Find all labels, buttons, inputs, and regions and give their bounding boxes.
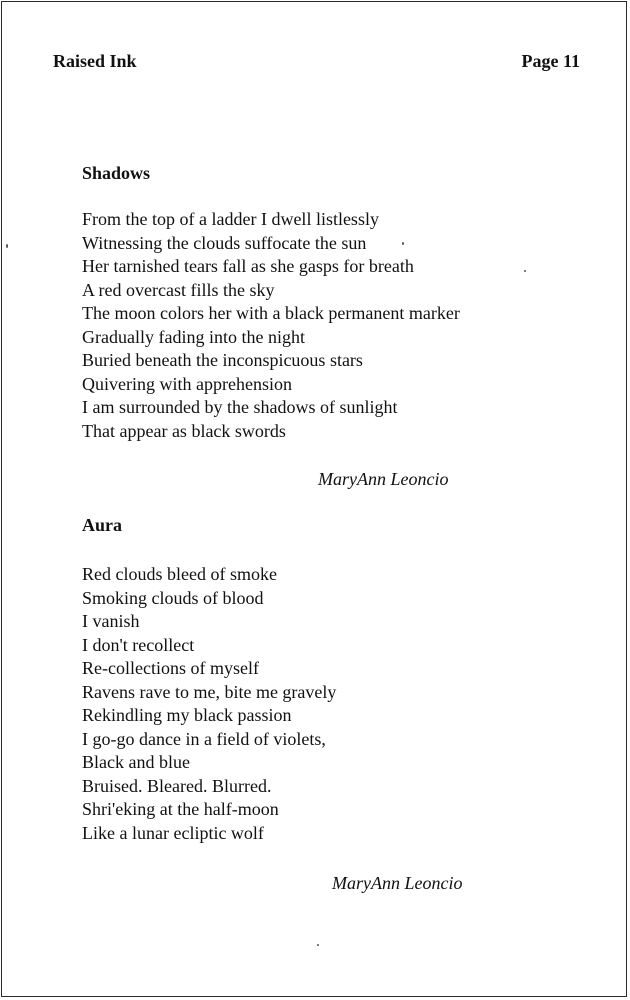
poem-line: Rekindling my black passion	[82, 705, 292, 725]
poem-line: Buried beneath the inconspicuous stars	[82, 350, 363, 370]
scan-speck	[317, 944, 319, 946]
poem-line: Her tarnished tears fall as she gasps for breath	[82, 256, 414, 276]
poem-line: Bruised. Bleared. Blurred.	[82, 775, 272, 796]
poem-line: I don't recollect	[82, 634, 195, 655]
page-border	[1, 1, 627, 997]
poem-author-aura: MaryAnn Leoncio	[332, 873, 463, 893]
poem-title-shadows: Shadows	[82, 163, 151, 183]
poem-line: A red overcast fills the sky	[82, 279, 275, 300]
poem-line: Gradually fading into the night	[82, 326, 305, 347]
poem-line: That appear as black swords	[82, 420, 286, 441]
poem-line: Witnessing the clouds suffocate the sun	[82, 232, 367, 253]
poem-line: Black and blue	[82, 752, 190, 772]
poem-line: Re-collections of myself	[82, 658, 259, 678]
scan-speck	[524, 270, 526, 272]
poem-line: Smoking clouds of blood	[82, 587, 264, 608]
poem-line: Like a lunar ecliptic wolf	[82, 822, 264, 843]
poem-line: Ravens rave to me, bite me gravely	[82, 681, 337, 702]
poem-body-aura	[82, 563, 336, 845]
page-number: Page 11	[521, 51, 580, 71]
poem-line: Quivering with apprehension	[82, 373, 292, 394]
publication-title: Raised Ink	[53, 51, 137, 71]
poem-line: I go-go dance in a field of violets,	[82, 728, 326, 749]
poem-line: I am surrounded by the shadows of sunlight	[82, 397, 398, 417]
poem-line: The moon colors her with a black permanent marker	[82, 303, 460, 323]
poem-line: Shri'eking at the half-moon	[82, 799, 279, 819]
poem-line: From the top of a ladder I dwell listlessly	[82, 209, 379, 229]
poem-line: Red clouds bleed of smoke	[82, 564, 277, 584]
poem-author-shadows: MaryAnn Leoncio	[318, 469, 449, 489]
scan-speck	[6, 244, 8, 248]
poem-title-aura: Aura	[82, 515, 122, 535]
poem-line: I vanish	[82, 611, 140, 631]
scan-speck	[402, 242, 404, 245]
